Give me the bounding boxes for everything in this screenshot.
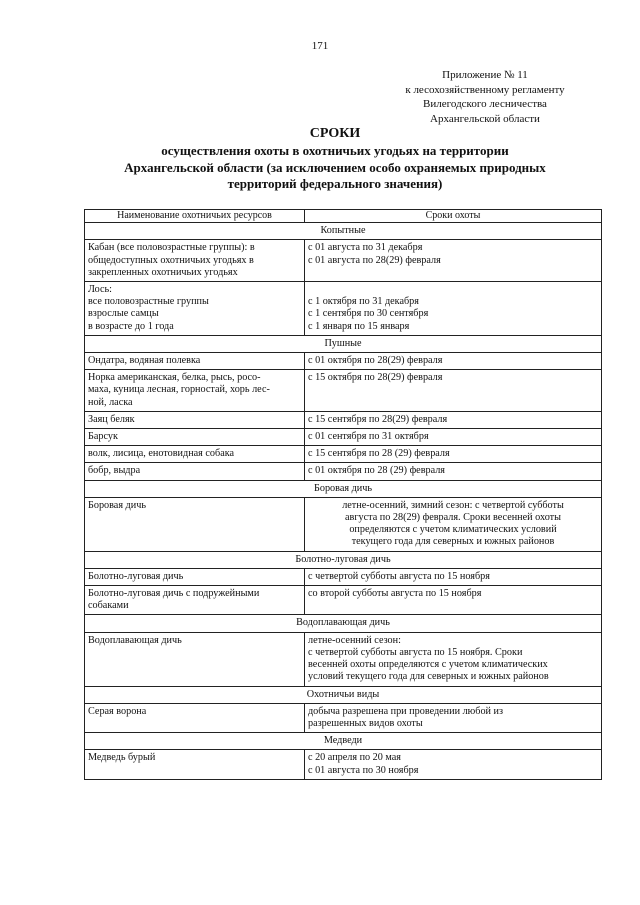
table-row	[85, 429, 602, 446]
table-row	[85, 370, 602, 412]
period-line: добыча разрешена при проведении любой из	[308, 705, 504, 717]
period-line: с 1 октября по 31 декабря	[308, 296, 419, 308]
table-row	[85, 282, 602, 336]
table-row	[85, 586, 602, 615]
table-row	[85, 240, 602, 282]
resource-name: Медведь бурый	[85, 750, 305, 779]
hunting-period: с 01 октября по 28 (29) февраля	[305, 463, 602, 480]
hunting-period	[305, 750, 602, 779]
hunting-period: с 15 сентября по 28 (29) февраля	[305, 446, 602, 463]
table-row	[85, 632, 602, 686]
page-number: 171	[311, 40, 329, 52]
section-marsh: Болотно-луговая дичь	[85, 551, 602, 568]
name-line: Норка американская, белка, рысь, росо-	[88, 372, 261, 384]
name-line: Кабан (все половозрастные группы): в	[88, 242, 255, 254]
table-row	[85, 497, 602, 551]
period-line: разрешенных видов охоты	[308, 717, 423, 729]
name-line: общедоступных охотничьих угодьях в	[88, 254, 254, 266]
hunting-period: с 15 сентября по 28(29) февраля	[305, 411, 602, 428]
appendix-line-1: Приложение № 11	[442, 69, 528, 81]
period-line: летне-осенний, зимний сезон: с четвертой субботы	[342, 499, 564, 511]
name-line: в возрасте до 1 года	[88, 320, 174, 332]
resource-name: Водоплавающая дичь	[85, 632, 305, 686]
period-line: с 1 сентября по 30 сентября	[308, 308, 429, 320]
document-subtitle	[70, 143, 600, 193]
hunting-period: с 01 октября по 28(29) февраля	[305, 353, 602, 370]
period-line: с 01 августа по 30 ноября	[308, 764, 419, 776]
section-water: Водоплавающая дичь	[85, 615, 602, 632]
appendix-header	[380, 68, 590, 126]
section-row	[85, 615, 602, 632]
period-line: с четвертой субботы августа по 15 ноября. Сроки	[308, 646, 523, 658]
hunting-period	[305, 240, 602, 282]
period-line-blank	[308, 284, 598, 296]
name-line: закрепленных охотничьих угодьях	[88, 266, 238, 278]
resource-name: Серая ворона	[85, 703, 305, 732]
resource-name: волк, лисица, енотовидная собака	[85, 446, 305, 463]
appendix-line-3: Вилегодского лесничества	[423, 98, 547, 110]
section-row	[85, 733, 602, 750]
hunting-period: с 15 октября по 28(29) февраля	[305, 370, 602, 412]
period-line: с 01 августа по 31 декабря	[308, 242, 423, 254]
section-row	[85, 480, 602, 497]
resource-name	[85, 370, 305, 412]
resource-name: Болотно-луговая дичь	[85, 568, 305, 585]
subtitle-line-1: осуществления охоты в охотничьих угодьях на территории	[161, 143, 509, 158]
period-line: с 20 апреля по 20 мая	[308, 752, 401, 764]
section-hunting: Охотничьи виды	[85, 686, 602, 703]
resource-name: Заяц беляк	[85, 411, 305, 428]
section-bears: Медведи	[85, 733, 602, 750]
hunting-period	[305, 703, 602, 732]
section-hoofed: Копытные	[85, 223, 602, 240]
table-row	[85, 703, 602, 732]
section-row	[85, 335, 602, 352]
column-header-resources: Наименование охотничьих ресурсов	[85, 210, 305, 223]
subtitle-line-3: территорий федерального значения)	[227, 176, 443, 191]
section-row	[85, 223, 602, 240]
subtitle-line-2: Архангельской области (за исключением особо охраняемых природных	[124, 159, 546, 175]
period-line: августа по 28(29) февраля. Сроки весенней охоты	[345, 512, 561, 524]
table-row	[85, 411, 602, 428]
resource-name: Боровая дичь	[85, 497, 305, 551]
document-title: СРОКИ	[309, 126, 361, 141]
table-row	[85, 750, 602, 779]
period-line: текущего года для северных и южных районов	[351, 536, 555, 548]
appendix-line-2: к лесохозяйственному регламенту	[405, 83, 565, 96]
resource-name	[85, 586, 305, 615]
hunting-period	[305, 497, 602, 551]
table-row	[85, 353, 602, 370]
appendix-line-4: Архангельской области	[430, 112, 540, 125]
section-fur: Пушные	[85, 335, 602, 352]
period-line: весенней охоты определяются с учетом климатических	[308, 659, 548, 671]
name-line: взрослые самцы	[88, 308, 159, 320]
hunting-periods-table	[84, 209, 602, 780]
hunting-period: с 01 сентября по 31 октября	[305, 429, 602, 446]
section-upland: Боровая дичь	[85, 480, 602, 497]
name-line: Лось:	[88, 284, 113, 296]
resource-name: Ондатра, водяная полевка	[85, 353, 305, 370]
name-line: все половозрастные группы	[88, 296, 209, 308]
table-row	[85, 446, 602, 463]
period-line: с 01 августа по 28(29) февраля	[308, 254, 441, 266]
hunting-period	[305, 282, 602, 336]
resource-name: Барсук	[85, 429, 305, 446]
name-line: ной, ласка	[88, 396, 133, 408]
period-line: летне-осенний сезон:	[308, 634, 401, 646]
section-row	[85, 686, 602, 703]
table-header-row	[85, 210, 602, 223]
name-line: Болотно-луговая дичь с подружейными	[88, 588, 260, 600]
period-line: определяются с учетом климатических условий	[349, 524, 557, 536]
period-line: условий текущего года для северных и южных районов	[308, 671, 549, 683]
resource-name	[85, 240, 305, 282]
resource-name	[85, 282, 305, 336]
hunting-period: со второй субботы августа по 15 ноября	[305, 586, 602, 615]
resource-name: бобр, выдра	[85, 463, 305, 480]
name-line: маха, куница лесная, горностай, хорь лес-	[88, 384, 270, 396]
table-row	[85, 568, 602, 585]
column-header-periods: Сроки охоты	[305, 210, 602, 223]
hunting-period	[305, 632, 602, 686]
section-row	[85, 551, 602, 568]
name-line: собаками	[88, 600, 129, 612]
period-line: с 1 января по 15 января	[308, 320, 410, 332]
hunting-period: с четвертой субботы августа по 15 ноября	[305, 568, 602, 585]
table-row	[85, 463, 602, 480]
